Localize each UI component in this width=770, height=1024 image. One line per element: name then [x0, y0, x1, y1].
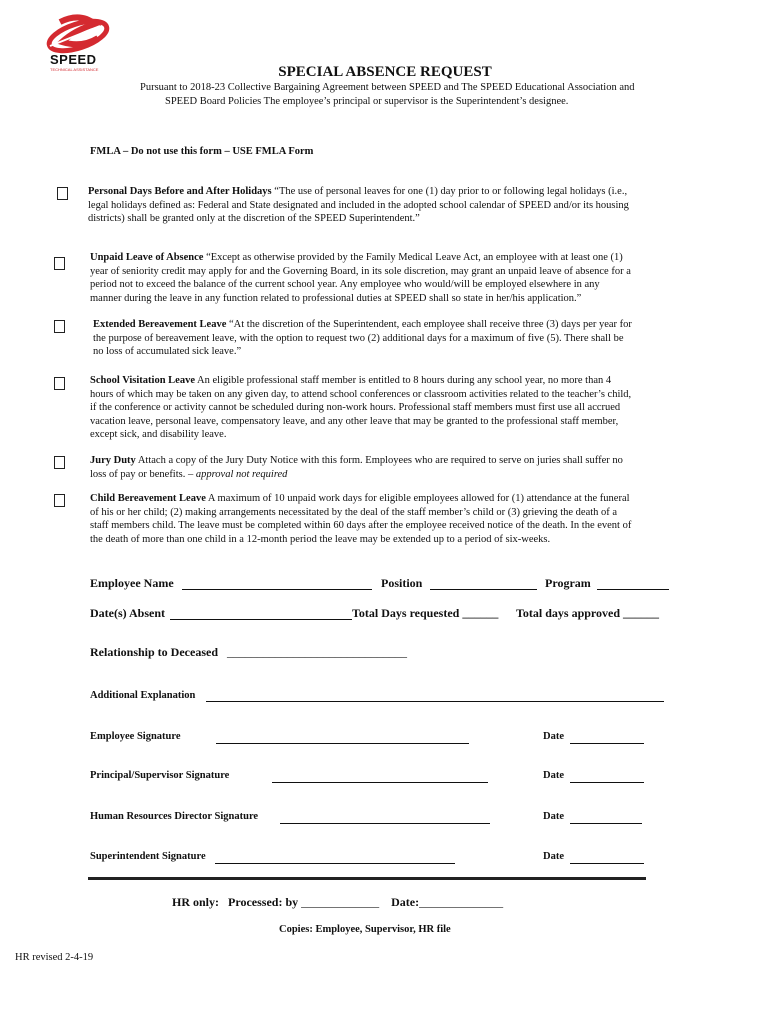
option-text: A maximum of 10 unpaid work days for eligible employees allowed for (1) attendance at the funeral: [205, 493, 630, 504]
relationship-text: Relationship to Deceased: [90, 645, 218, 659]
option-text: the death of more than one child in a 12-month period the leave may be extended up to a period of six-weeks.: [90, 533, 551, 545]
option-personal-days: [88, 185, 678, 226]
checkbox-school-visitation[interactable]: [54, 377, 65, 390]
total-requested-label: [352, 606, 498, 621]
subtitle-line-1: Pursuant to 2018-23 Collective Bargaining Agreement between SPEED and The SPEED Educational Association and: [140, 82, 635, 93]
logo-subtext: TECHNICAL ASSISTANCE: [50, 67, 99, 72]
option-text: “At the discretion of the Superintendent, each employee shall receive three (3) days per year for: [226, 319, 632, 330]
revision-note: HR revised 2-4-19: [15, 952, 94, 963]
checkbox-extended-bereavement[interactable]: [54, 320, 65, 333]
superintendent-signature-field[interactable]: [215, 850, 455, 864]
total-approved-text: Total days approved: [516, 606, 621, 620]
option-text: period not to exceed the balance of the current school year. Any employee who would/will be employed elsewhere in any: [90, 279, 600, 290]
option-extended-bereavement: [93, 318, 683, 359]
option-heading: Personal Days Before and After Holidays: [88, 186, 272, 197]
option-text: hours of which may be taken on any given day, to attend school conferences or classroom activities related to the teacher’s child,: [90, 388, 632, 400]
principal-signature-field[interactable]: [272, 769, 488, 783]
option-text: staff members child. The leave must be completed within 60 days after the employee received notice of the death. In the event of: [90, 520, 632, 531]
checkbox-jury-duty[interactable]: [54, 456, 65, 469]
hr-director-date-field[interactable]: [570, 810, 642, 824]
option-text: “The use of personal leaves for one (1) day prior to or following legal holidays (i.e.,: [271, 186, 628, 197]
checkbox-unpaid-leave[interactable]: [54, 257, 65, 270]
checkbox-child-bereavement[interactable]: [54, 494, 65, 507]
option-child-bereavement: [90, 492, 680, 546]
option-heading: Jury Duty: [90, 455, 136, 466]
total-requested-field[interactable]: ______: [462, 606, 499, 620]
option-jury-duty: [90, 454, 680, 481]
employee-date-field[interactable]: [570, 730, 644, 744]
logo-text: SPEED: [50, 52, 97, 67]
position-label: Position: [381, 576, 423, 590]
hr-director-date-label: Date: [543, 811, 564, 822]
employee-name-label: Employee Name: [90, 576, 174, 590]
program-label: Program: [545, 576, 591, 590]
option-text: if the conference or activity cannot be scheduled during non-work hours. Professional staff members must first use all accrued: [90, 402, 621, 413]
option-text: “Except as otherwise provided by the Family Medical Leave Act, an employee with at least one (1): [203, 252, 623, 263]
option-heading: Extended Bereavement Leave: [93, 319, 227, 330]
copies-note: Copies: Employee, Supervisor, HR file: [279, 924, 451, 935]
option-heading: School Visitation Leave: [90, 375, 196, 386]
principal-date-label: Date: [543, 770, 564, 781]
dates-absent-field[interactable]: [170, 606, 352, 620]
position-field[interactable]: [430, 576, 537, 590]
relationship-field[interactable]: ______________________________: [227, 645, 407, 659]
page-title: SPECIAL ABSENCE REQUEST: [278, 64, 492, 80]
employee-signature-field[interactable]: [216, 730, 469, 744]
principal-signature-label: Principal/Supervisor Signature: [90, 770, 230, 781]
option-text: manner during the leave in any function related to professional duties at SPEED shall so state in her/his application.”: [90, 292, 582, 304]
hr-director-signature-label: Human Resources Director Signature: [90, 811, 259, 822]
option-text: Attach a copy of the Jury Duty Notice with this form. Employees who are required to serve on juries shall suffer no: [135, 455, 623, 466]
option-text: the purpose of bereavement leave, with the option to request two (2) additional days for a maximum of five (5). There shall be: [93, 332, 624, 344]
fmla-note: FMLA – Do not use this form – USE FMLA Form: [90, 146, 314, 157]
additional-explanation-label: Additional Explanation: [90, 690, 196, 701]
superintendent-signature-label: Superintendent Signature: [90, 851, 206, 862]
employee-date-label: Date: [543, 731, 564, 742]
option-school-visitation: [90, 374, 680, 442]
option-heading: Child Bereavement Leave: [90, 493, 206, 504]
total-approved-field[interactable]: ______: [623, 606, 660, 620]
section-divider: [88, 877, 646, 880]
program-field[interactable]: [597, 576, 669, 590]
principal-date-field[interactable]: [570, 769, 644, 783]
option-unpaid-leave: [90, 251, 680, 305]
dates-absent-label: Date(s) Absent: [90, 606, 165, 620]
option-text: An eligible professional staff member is entitled to 8 hours during any school year, no more than 4: [195, 375, 612, 386]
approval-note: – approval not required: [187, 468, 288, 480]
option-text: of his or her child; (2) making arrangements necessitated by the deal of the staff member’s child or (3) grieving the death of a: [90, 506, 618, 518]
additional-explanation-field[interactable]: [206, 689, 664, 702]
option-heading: Unpaid Leave of Absence: [90, 252, 204, 263]
option-text: vacation leave, personal leave, compensatory leave, and any other leave that may be granted to the professional staff member,: [90, 415, 619, 427]
checkbox-personal-days[interactable]: [57, 187, 68, 200]
total-requested-text: Total Days requested: [352, 606, 460, 620]
superintendent-date-field[interactable]: [570, 850, 644, 864]
option-text: districts) shall be granted only at the discretion of the SPEED Superintendent.”: [88, 213, 420, 224]
hr-date-field[interactable]: ______________: [419, 895, 504, 909]
processed-by-field[interactable]: _____________: [301, 895, 380, 909]
relationship-label: [90, 645, 407, 660]
superintendent-date-label: Date: [543, 851, 564, 862]
employee-name-field[interactable]: [182, 576, 372, 590]
option-text: loss of pay or benefits.: [90, 468, 188, 480]
hr-only-label: HR only:: [172, 895, 220, 909]
employee-signature-label: Employee Signature: [90, 731, 181, 742]
processed-label: Processed: by: [228, 895, 299, 909]
option-text: no loss of accumulated sick leave.”: [93, 346, 242, 357]
hr-date-label: Date:: [391, 895, 420, 909]
subtitle-line-2: SPEED Board Policies The employee’s principal or supervisor is the Superintendent’s designee.: [165, 96, 569, 107]
option-text: year of seniority credit may apply for and the Governing Board, in its sole discretion, may grant an unpaid leave of absence for a: [90, 265, 631, 277]
option-text: except sick, and disability leave.: [90, 429, 227, 440]
hr-director-signature-field[interactable]: [280, 810, 490, 824]
option-text: legal holidays defined as: Federal and State designated and included in the adopted school calendar of SPEED and/or its housing: [88, 199, 629, 211]
total-approved-label: [516, 606, 659, 621]
hr-only-row: [172, 895, 503, 910]
